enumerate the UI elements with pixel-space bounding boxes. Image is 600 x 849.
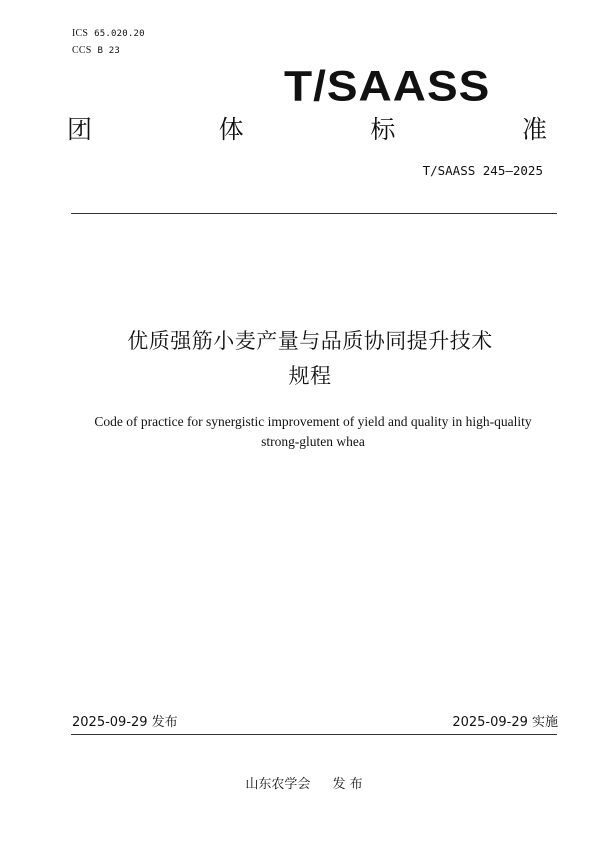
ccs-classification: [72, 45, 120, 56]
footer-divider: [71, 734, 557, 735]
header-divider: [71, 213, 557, 214]
standard-logo: T/SAASS: [284, 61, 491, 110]
publisher: [0, 775, 600, 795]
issue-date: 2025-09-29 发布: [72, 715, 178, 730]
standard-type-title: [67, 114, 547, 146]
standard-type-char: 标: [370, 115, 396, 144]
ics-code: 65.020.20: [94, 29, 145, 39]
ics-classification: [72, 28, 145, 39]
chinese-title-line-2: 规程: [288, 364, 332, 388]
implementation-date: 2025-09-29 实施: [452, 715, 558, 730]
publisher-action: 发 布: [332, 777, 363, 792]
english-title-line-2: strong-gluten whea: [261, 434, 365, 449]
publisher-name: 山东农学会: [245, 777, 311, 792]
standard-type-char: 准: [521, 115, 547, 144]
standard-number: T/SAASS 245—2025: [422, 163, 543, 178]
standard-type-char: 团: [67, 115, 93, 144]
standard-type-char: 体: [218, 115, 244, 144]
ccs-code: B 23: [97, 46, 120, 56]
english-title-line-1: Code of practice for synergistic improvement of yield and quality in high-quality: [94, 414, 532, 429]
chinese-title-line-1: 优质强筋小麦产量与品质协同提升技术: [127, 329, 493, 353]
ics-label: ICS: [72, 28, 89, 39]
ccs-label: CCS: [72, 45, 92, 56]
